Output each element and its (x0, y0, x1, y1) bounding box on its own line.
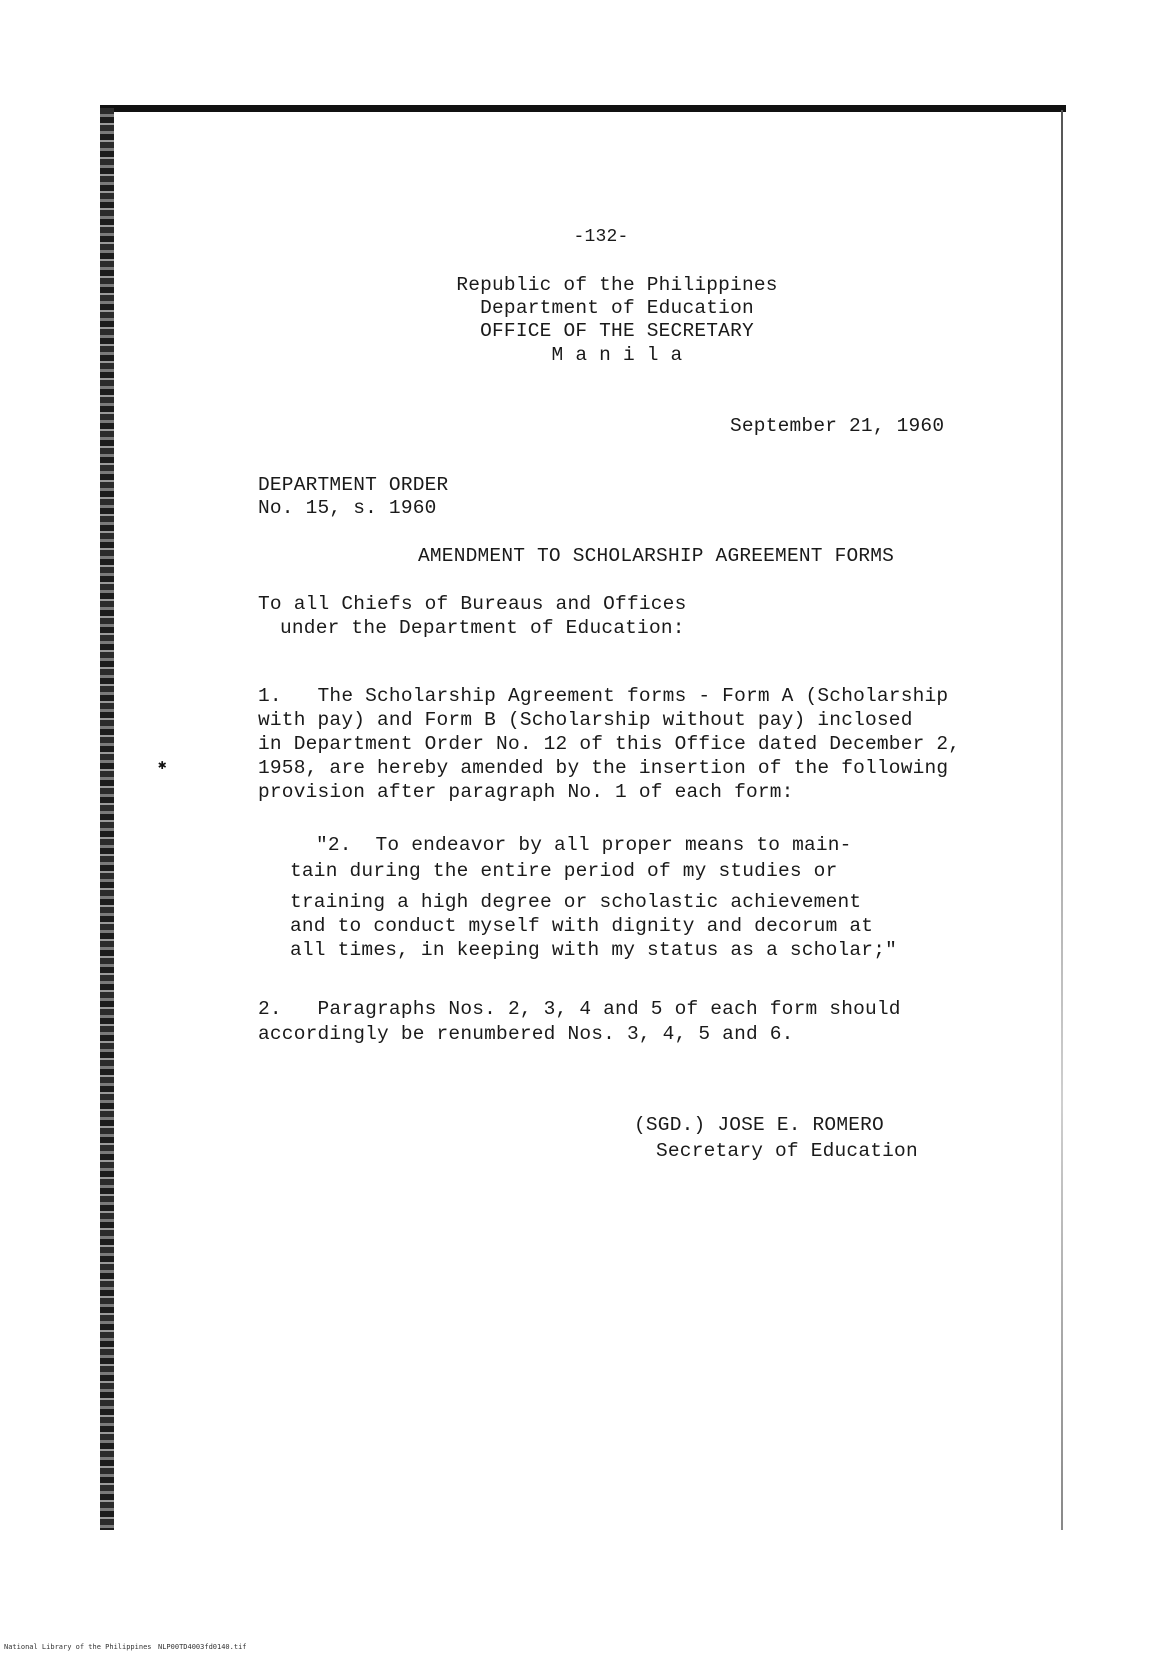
header-city: M a n i l a (551, 344, 683, 366)
signatory-name: (SGD.) JOSE E. ROMERO (634, 1114, 884, 1136)
paragraph-1-line-4: 1958, are hereby amended by the insertion of the following (258, 757, 949, 779)
paragraph-1-line-1: 1. The Scholarship Agreement forms - Form A (Scholarship (258, 685, 949, 707)
paragraph-1-line-3: in Department Order No. 12 of this Office dated December 2, (258, 733, 961, 755)
paragraph-2-line-2: accordingly be renumbered Nos. 3, 4, 5 and 6. (258, 1023, 794, 1045)
addressee-line-2: under the Department of Education: (280, 617, 685, 639)
margin-asterisk-mark: ✱ (158, 758, 167, 774)
paragraph-1-line-5: provision after paragraph No. 1 of each form: (258, 781, 794, 803)
paragraph-2-line-1: 2. Paragraphs Nos. 2, 3, 4 and 5 of each form should (258, 998, 901, 1020)
header-office: OFFICE OF THE SECRETARY (480, 320, 754, 342)
order-number: No. 15, s. 1960 (258, 497, 437, 519)
footer-file-name: NLP00TD4003fd0140.tif (158, 1643, 247, 1651)
order-label: DEPARTMENT ORDER (258, 474, 449, 496)
footer-library-credit: National Library of the Philippines (4, 1643, 152, 1651)
order-subject: AMENDMENT TO SCHOLARSHIP AGREEMENT FORMS (418, 545, 895, 567)
right-scan-edge (1061, 110, 1063, 1530)
addressee-line-1: To all Chiefs of Bureaus and Offices (258, 593, 687, 615)
quoted-provision-line-1: "2. To endeavor by all proper means to main- (316, 834, 852, 856)
header-department: Department of Education (480, 297, 754, 319)
paragraph-1-line-2: with pay) and Form B (Scholarship without pay) inclosed (258, 709, 913, 731)
page-number: -132- (573, 227, 629, 247)
header-republic: Republic of the Philippines (456, 274, 778, 296)
top-border-line (100, 105, 1066, 112)
signatory-title: Secretary of Education (656, 1140, 918, 1162)
quoted-provision-line-2: tain during the entire period of my studies or (290, 860, 838, 882)
quoted-provision-line-5: all times, in keeping with my status as a scholar;" (290, 939, 897, 961)
document-date: September 21, 1960 (730, 415, 945, 437)
quoted-provision-line-4: and to conduct myself with dignity and decorum at (290, 915, 874, 937)
quoted-provision-line-3: training a high degree or scholastic achievement (290, 891, 862, 913)
left-scan-edge (100, 108, 114, 1530)
